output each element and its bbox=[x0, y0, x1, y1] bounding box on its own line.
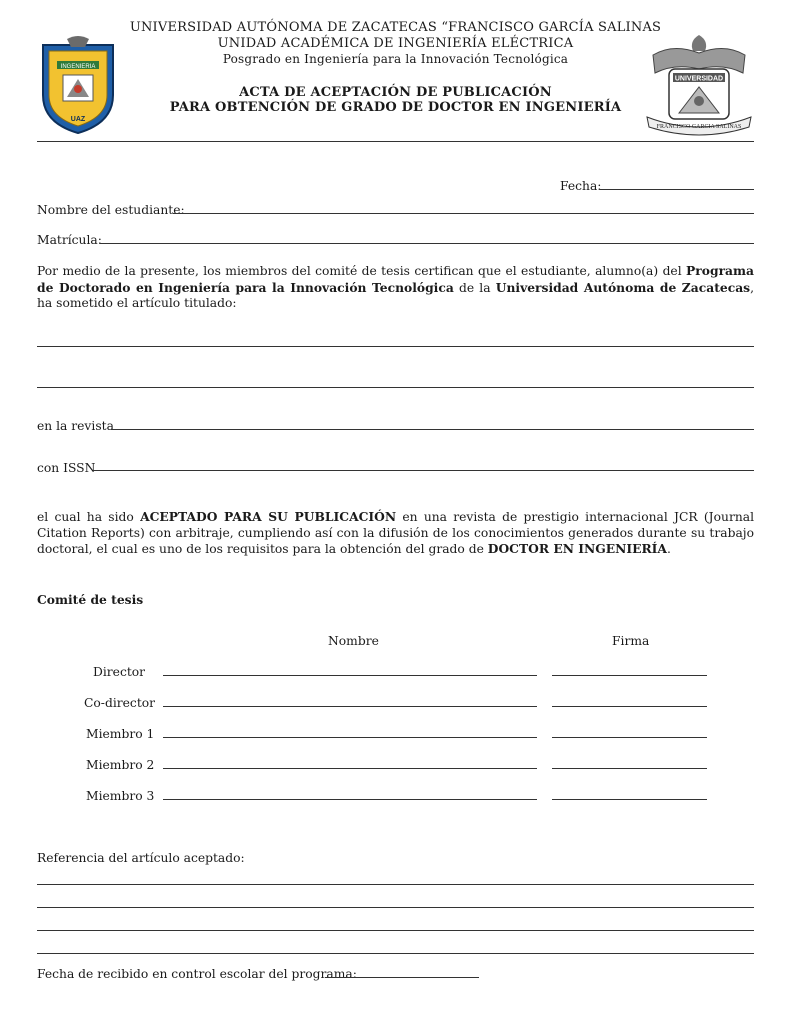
fecha-label: Fecha: bbox=[560, 179, 602, 193]
svg-text:UAZ: UAZ bbox=[70, 116, 86, 123]
member-2-name-field[interactable] bbox=[163, 768, 537, 769]
role-director: Director bbox=[93, 665, 146, 679]
revista-label: en la revista bbox=[37, 419, 114, 433]
revista-field[interactable] bbox=[111, 429, 754, 430]
co-director-signature-field[interactable] bbox=[552, 706, 707, 707]
role-co-director: Co-director bbox=[84, 696, 156, 710]
director-signature-field[interactable] bbox=[552, 675, 707, 676]
document-title-line-2: PARA OBTENCIÓN DE GRADO DE DOCTOR EN INGENIERÍA bbox=[169, 100, 622, 115]
program-name: Posgrado en Ingeniería para la Innovación Tecnológica bbox=[222, 52, 569, 66]
acceptance-paragraph: el cual ha sido ACEPTADO PARA SU PUBLICACIÓN en una revista de prestigio internacional JCR (Journal Citation Reports) con arbitraje, cumpliendo así con la difusión de los conocimientos generados durante su trabajo doctoral, el cual es uno de los requisitos para la obtención del grado de DOCTOR EN INGENIERÍA. bbox=[37, 509, 755, 557]
member-3-signature-field[interactable] bbox=[552, 799, 707, 800]
matricula-field[interactable] bbox=[100, 243, 754, 244]
svg-text:FRANCISCO GARCIA SALINAS: FRANCISCO GARCIA SALINAS bbox=[656, 124, 742, 130]
co-director-name-field[interactable] bbox=[163, 706, 537, 707]
committee-heading: Comité de tesis bbox=[37, 592, 144, 607]
received-date-label: Fecha de recibido en control escolar del programa: bbox=[37, 967, 357, 981]
nombre-field[interactable] bbox=[173, 213, 754, 214]
reference-line-2[interactable] bbox=[37, 907, 754, 908]
document-title-line-1: ACTA DE ACEPTACIÓN DE PUBLICACIÓN bbox=[239, 85, 552, 100]
member-3-name-field[interactable] bbox=[163, 799, 537, 800]
reference-label: Referencia del artículo aceptado: bbox=[37, 851, 245, 865]
member-1-name-field[interactable] bbox=[163, 737, 537, 738]
member-1-signature-field[interactable] bbox=[552, 737, 707, 738]
unit-name: UNIDAD ACADÉMICA DE INGENIERÍA ELÉCTRICA bbox=[217, 36, 574, 51]
header-divider bbox=[37, 141, 754, 142]
column-name-header: Nombre bbox=[328, 634, 379, 648]
issn-label: con ISSN bbox=[37, 461, 96, 475]
director-name-field[interactable] bbox=[163, 675, 537, 676]
role-member-3: Miembro 3 bbox=[86, 789, 155, 803]
role-member-2: Miembro 2 bbox=[86, 758, 155, 772]
article-title-line-1[interactable] bbox=[37, 346, 754, 347]
member-2-signature-field[interactable] bbox=[552, 768, 707, 769]
svg-text:UNIVERSIDAD: UNIVERSIDAD bbox=[674, 75, 724, 83]
svg-text:INGENIERIA: INGENIERIA bbox=[60, 64, 96, 70]
fecha-field[interactable] bbox=[600, 189, 754, 190]
nombre-label: Nombre del estudiante: bbox=[37, 203, 185, 217]
matricula-label: Matrícula: bbox=[37, 233, 102, 247]
received-date-field[interactable] bbox=[325, 977, 479, 978]
reference-line-1[interactable] bbox=[37, 884, 754, 885]
reference-line-3[interactable] bbox=[37, 930, 754, 931]
reference-line-4[interactable] bbox=[37, 953, 754, 954]
column-signature-header: Firma bbox=[612, 634, 650, 648]
certification-paragraph: Por medio de la presente, los miembros del comité de tesis certifican que el estudiante, alumno(a) del Programa de Doctorado en Ingeniería para la Innovación Tecnológica de la Universidad Autónoma de Zacatecas, ha sometido el artículo titulado: bbox=[37, 263, 755, 311]
issn-field[interactable] bbox=[93, 470, 754, 471]
university-name: UNIVERSIDAD AUTÓNOMA DE ZACATECAS “FRANCISCO GARCÍA SALINAS bbox=[129, 20, 662, 35]
article-title-line-2[interactable] bbox=[37, 387, 754, 388]
role-member-1: Miembro 1 bbox=[86, 727, 155, 741]
